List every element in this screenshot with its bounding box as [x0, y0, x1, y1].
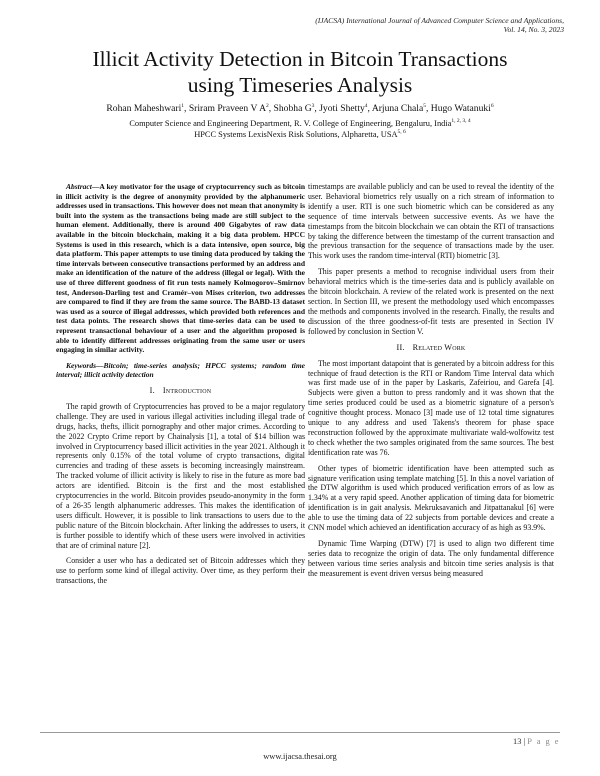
author-list: Rohan Maheshwari$^1$, Sriram Praveen V $A^2$, Shobha $G^3$, Jyoti Shetty$^4$, Arjuna Chala$^5$, Hugo Watanuki$^6$ [106, 102, 494, 114]
abstract [56, 182, 305, 355]
journal-name: (IJACSA) International Journal of Advanced Computer Science and Applications, [315, 16, 564, 25]
keywords-label: Keywords [66, 360, 96, 370]
section-heading-related-work: II. Related Work [396, 342, 466, 352]
right-column [308, 182, 554, 585]
paragraph: timestamps are available publicly and can be used to reveal the identity of the user. Behavioral biometrics rely usually on a rich stream of information to identify a user. RTI is one such biometric which can be considered as any sequence of time intervals between successive events. As we have the timestamps from the bitcoin blockchain we can obtain the RTI of transactions by taking the difference between the timestamp of the current transaction and the previous transaction for the sequence of transactions made by the user. This work uses the random time-interval (RTI) biometric [3]. [308, 182, 554, 261]
journal-website: www.ijacsa.thesai.org [263, 752, 337, 761]
affiliation-1: Computer Science and Engineering Department, R. V. College of Engineering, Bengaluru, India$^{1, 2, 3, 4}$ [129, 118, 471, 128]
author: Jyoti Shetty$^4$ [319, 102, 368, 114]
paragraph: Consider a user who has a dedicated set of Bitcoin addresses which they use to perform some kind of illegal activity. Over time, as they perform their transactions, the [56, 556, 305, 586]
paragraph: The rapid growth of Cryptocurrencies has proved to be a major regulatory challenge. They are used in various illegal activities including illegal trade of drugs, hacks, thefts, illicit pornography and other major crimes. According to the 2022 Crypto Crime report by Chainalysis [1], a total of $14 billion was involved in Cryptocurrency based illicit activities in the year 2021. Although it represents only 0.15% of the total volume of crypto transactions, digital currencies and trading of these assets is becoming increasingly mainstream. The tracked volume of illicit activity is likely to rise in the future as more bad actors are identified. Bitcoin is the first and the most established cryptocurrencies in the world. Bitcoin provides pseudo-anonymity in the form of a 26-35 length alphanumeric addresses. This makes the identification of users difficult. However, it is possible to link transactions to users due to the public nature of the Bitcoin blockchain. After linking the addresses to users, it is further possible to identify which of these users were involved in activities that are of criminal nature [2]. [56, 401, 305, 550]
journal-volume: Vol. 14, No. 3, 2023 [503, 25, 564, 34]
keywords [56, 361, 305, 380]
author: Arjuna Chala$^5$ [371, 102, 426, 114]
author: Sriram Praveen V $A^2$ [188, 102, 269, 114]
paragraph: This paper presents a method to recognise individual users from their behavioral metrics which is the time-series data and is publicly available on the bitcoin blockchain. A review of the related work is presented on the next section. In Section III, we present the methodology used which encompasses the methods and components involved in the research. Finally, the results and discussion of the three goodness-of-fit tests are presented in Section IV followed by conclusion in Section V. [308, 267, 554, 336]
journal-header [315, 16, 564, 34]
title-line-2: using Timeseries Analysis [187, 73, 413, 97]
paper-title [40, 46, 560, 98]
left-column [56, 182, 305, 592]
section-heading-introduction: I. Introduction [149, 385, 212, 395]
paragraph: The most important datapoint that is generated by a bitcoin address for this technique of fraud detection is the RTI or Random Time Interval data which was first made use of in the paper by Laskaris, Zafeiriou, and Garefa [4]. Subjects were given a button to press randomly and it was shown that the time series produced could be used as a biometric signature of a person's cognitive thought process. Monaco [3] made use of 12 total time signatures unique to any address and used Takens's theorem for phase space reconstruction followed by the approximate multivariate wald-wolfowitz test to check whether the two samples originated from the same sources. The best identification rate was 76. [308, 358, 554, 457]
title-line-1: Illicit Activity Detection in Bitcoin Transactions [92, 47, 508, 71]
author: Rohan Maheshwari$^1$ [106, 102, 185, 114]
affiliations [40, 118, 560, 140]
abstract-text: —A key motivator for the usage of cryptocurrency such as bitcoin in illicit activity is the degree of anonymity provided by the alphanumeric addresses used in transactions. This however does not mean that anonymity is built into the system as the transactions being made are still subject to the human element. Additionally, there is around 400 Gigabytes of raw data available in the bitcoin blockchain, making it a big data problem. HPCC Systems is used in this research, which is a data intensive, open source, big data platform. This paper attempts to use timing data produced by taking the time intervals between consecutive transactions performed by an address and make an identification of the nature of the address (illegal or legal). With the use of three different goodness of fit run tests namely Kolmogorov–Smirnov test, Anderson-Darling test and Cramér–von Mises criterion, two addresses are compared to find if they are from the same source. The BABD-13 dataset was used as a source of illegal addresses, which provided both references and test data points. The research shows that time-series data can be used to represent transactional behaviour of a user and the algorithm proposed is able to identify different addresses originating from the same user or users engaging in similar activity. [56, 182, 305, 355]
page-number: 13 | P a g e [513, 737, 560, 746]
paragraph: Dynamic Time Warping (DTW) [7] is used to align two different time series data to recognize the origin of data. The only fundamental difference between various time series analysis and bitcoin time series analysis is that the measurement is event driven versus being measured [308, 539, 554, 578]
keywords-text: —Bitcoin; time-series analysis; HPCC systems; random time interval; illicit activity detection [56, 360, 305, 380]
affiliation-2: HPCC Systems LexisNexis Risk Solutions, Alpharetta, USA$^{5, 6}$ [194, 129, 406, 139]
footer-divider [40, 732, 560, 733]
abstract-label: Abstract [66, 182, 92, 191]
author: Shobha $G^3$ [273, 102, 315, 114]
author: Hugo Watanuki$^6$ [430, 102, 494, 114]
paragraph: Other types of biometric identification have been attempted such as signature verification using template matching [5]. In this a novel variation of the DTW algorithm is used which produced verification errors of as low as 1.34% at a very rapid speed. Another application of timing data for biometric identification is in gait analysis. Mekruksavanich and Jitpattanakul [6] were able to use the timing data of 22 subjects from portable devices and create a CNN model which achieved an identification accuracy of as high as 93.9%. [308, 463, 554, 533]
